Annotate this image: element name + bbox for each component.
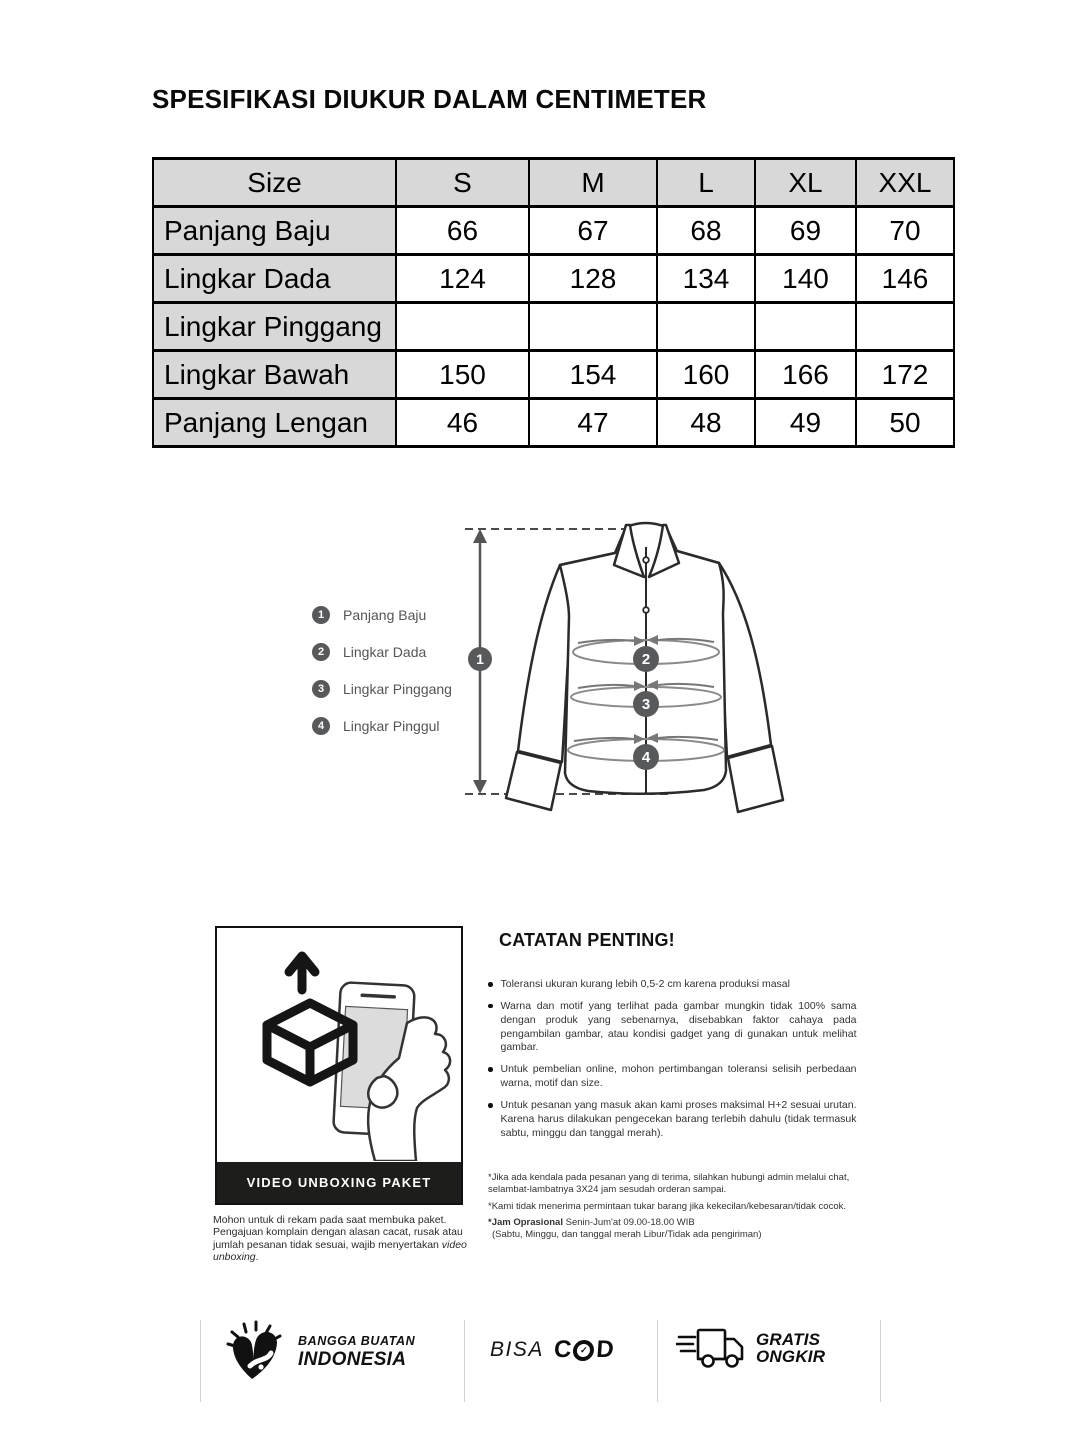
svg-text:1: 1 [476, 651, 484, 667]
note-text: Toleransi ukuran kurang lebih 0,5-2 cm karena produksi masal [500, 978, 790, 990]
row-label: Panjang Baju [153, 207, 396, 255]
col-header-xl: XL [755, 159, 856, 207]
unboxing-notice-box [215, 926, 463, 1205]
cell-value: 66 [396, 207, 529, 255]
cod-logo [553, 1336, 615, 1364]
badge-bisa-cod [490, 1336, 614, 1364]
badge-gratis-ongkir [676, 1326, 825, 1370]
footnote: *Jika ada kendala pada pesanan yang di terima, silahkan hubungi admin melalui chat, selambat-lambatnya 3X24 jam sesudah orderan sampai. [488, 1172, 850, 1196]
legend-item [312, 717, 452, 735]
row-label: Lingkar Dada [153, 255, 396, 303]
row-label: Lingkar Bawah [153, 351, 396, 399]
row-label: Panjang Lengan [153, 399, 396, 447]
cell-value: 68 [657, 207, 755, 255]
footnote: *Kami tidak menerima permintaan tukar barang jika kekecilan/kebesaran/tidak cocok. [488, 1200, 847, 1212]
cell-value: 46 [396, 399, 529, 447]
unboxing-illustration [217, 928, 461, 1162]
note-bullet [488, 1000, 860, 1055]
cell-value: 70 [856, 207, 954, 255]
cell-value: 124 [396, 255, 529, 303]
button-icon [643, 607, 649, 613]
cell-value: 172 [856, 351, 954, 399]
cell-value: 140 [755, 255, 856, 303]
table-row [153, 399, 954, 447]
note-bullet [488, 978, 860, 992]
legend-label: Lingkar Dada [343, 644, 427, 660]
col-header-m: M [529, 159, 657, 207]
note-text: Warna dan motif yang terlihat pada gambar mungkin tidak 100% sama dengan produk yang sebenarnya, disebabkan faktor cahaya pada pengambilan gambar, atau kondisi gadget yang di gunakan untuk melihat gambar. [500, 999, 857, 1054]
notes-bullet-list [488, 978, 860, 1141]
legend-label: Lingkar Pinggang [343, 681, 452, 697]
col-header-s: S [396, 159, 529, 207]
cod-check-circle-icon [572, 1340, 594, 1361]
cell-value [529, 303, 657, 351]
unboxing-caption [213, 1214, 471, 1264]
bangga-buatan-indonesia-logo-icon [220, 1320, 286, 1384]
svg-text:2: 2 [641, 651, 651, 668]
legend-item [312, 680, 452, 698]
bullet-dot-icon [488, 1067, 493, 1072]
up-arrow-icon [289, 956, 315, 990]
bisa-label: BISA [490, 1338, 544, 1361]
footnote-text: Senin-Jum'at 09.00-18.00 WIB [562, 1217, 695, 1229]
number-badge-icon: 1 [312, 606, 330, 624]
badge-text-line: ONGKIR [756, 1347, 826, 1366]
legend-label: Panjang Baju [343, 607, 427, 623]
note-text: Untuk pembelian online, mohon pertimbangan toleransi selisih perbedaan warna, motif dan size. [500, 1063, 857, 1090]
page-title: SPESIFIKASI DIUKUR DALAM CENTIMETER [152, 84, 707, 114]
cell-value: 69 [755, 207, 856, 255]
footer-divider [464, 1320, 465, 1402]
cell-value: 146 [856, 255, 954, 303]
number-badge-icon: 3 [312, 680, 330, 698]
unboxing-banner: VIDEO UNBOXING PAKET [217, 1162, 461, 1203]
col-header-size: Size [153, 159, 396, 207]
footer-divider [880, 1320, 881, 1402]
footnote-subline: (Sabtu, Minggu, dan tanggal merah Libur/Tidak ada pengiriman) [492, 1229, 762, 1241]
table-row [153, 255, 954, 303]
row-label: Lingkar Pinggang [153, 303, 396, 351]
cod-letter: C [552, 1336, 573, 1363]
cell-value: 50 [856, 399, 954, 447]
cell-value: 49 [755, 399, 856, 447]
number-badge-icon: 2 [312, 643, 330, 661]
cell-value [657, 303, 755, 351]
table-row [153, 207, 954, 255]
bullet-dot-icon [488, 1103, 493, 1108]
footnotes [488, 1172, 884, 1246]
size-table [152, 157, 955, 448]
col-header-l: L [657, 159, 755, 207]
notes-heading: CATATAN PENTING! [499, 930, 675, 950]
footer-divider [657, 1320, 658, 1402]
cod-letter: D [595, 1336, 615, 1363]
legend-item [312, 643, 452, 661]
legend-label: Lingkar Pinggul [343, 718, 440, 734]
size-table-header-row [153, 159, 954, 207]
footnote-bold: *Jam Oprasional [488, 1217, 563, 1229]
check-icon: ✓ [577, 1344, 591, 1357]
number-badge-icon: 4 [312, 717, 330, 735]
cell-value: 67 [529, 207, 657, 255]
legend-item [312, 606, 452, 624]
badge-bangga-buatan-indonesia [220, 1320, 415, 1384]
badge-text-line: GRATIS [756, 1329, 821, 1349]
note-bullet [488, 1063, 860, 1091]
caption-italic-text: video unboxing [213, 1238, 467, 1264]
caption-text-end: . [255, 1251, 259, 1264]
button-icon [643, 557, 649, 563]
cell-value: 134 [657, 255, 755, 303]
measurement-legend [312, 606, 452, 735]
cell-value [755, 303, 856, 351]
col-header-xxl: XXL [856, 159, 954, 207]
cell-value: 48 [657, 399, 755, 447]
cell-value: 154 [529, 351, 657, 399]
footnote [488, 1217, 884, 1242]
svg-text:4: 4 [641, 749, 651, 766]
cell-value: 160 [657, 351, 755, 399]
table-row [153, 303, 954, 351]
table-row [153, 351, 954, 399]
bullet-dot-icon [488, 1004, 493, 1009]
cell-value: 47 [529, 399, 657, 447]
note-bullet [488, 1099, 860, 1141]
cell-value: 128 [529, 255, 657, 303]
footer-divider [200, 1320, 201, 1402]
cell-value [396, 303, 529, 351]
shirt-measurement-diagram [438, 505, 810, 853]
badge-text-line: BANGGA BUATAN [298, 1333, 416, 1348]
note-text: Untuk pesanan yang masuk akan kami proses maksimal H+2 sesuai urutan. Karena harus dilakukan pengecekan barang terlebih dahulu (tidak termasuk sabtu, minggu dan tanggal merah). [500, 1099, 857, 1139]
cell-value: 150 [396, 351, 529, 399]
bullet-dot-icon [488, 982, 493, 987]
shirt-diagram-svg [438, 505, 810, 853]
badge-text-line: INDONESIA [298, 1348, 407, 1370]
delivery-truck-icon [676, 1326, 746, 1370]
svg-text:3: 3 [641, 696, 651, 713]
caption-text: Mohon untuk di rekam pada saat membuka paket. Pengajuan komplain dengan alasan cacat, rusak atau jumlah pesanan tidak sesuai, wajib menyertakan [213, 1214, 463, 1251]
cell-value: 166 [755, 351, 856, 399]
phone-recording-box-icon [217, 928, 461, 1161]
cell-value [856, 303, 954, 351]
